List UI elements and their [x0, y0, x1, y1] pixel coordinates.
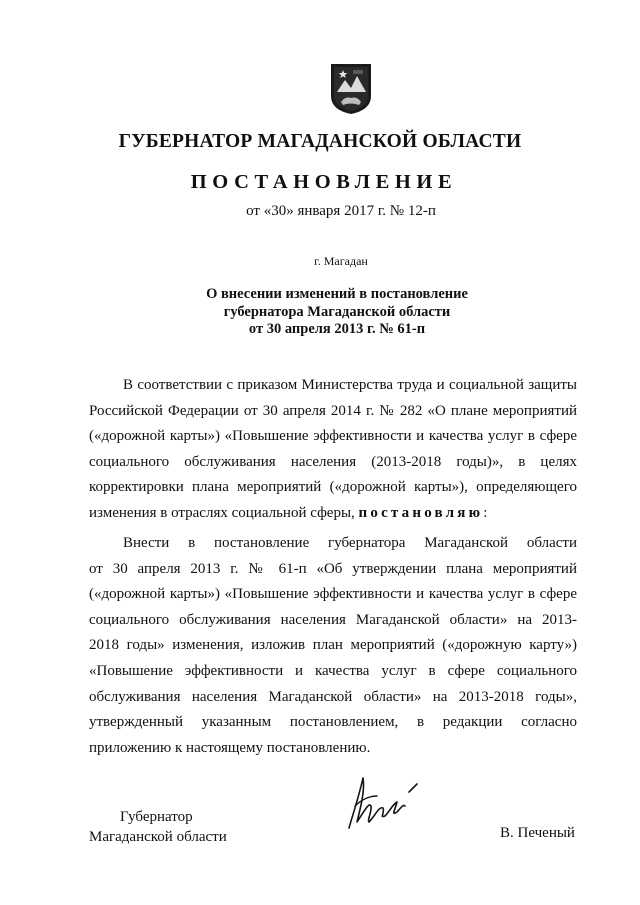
document-title [0, 286, 640, 339]
document-type: ПОСТАНОВЛЕНИЕ [190, 171, 458, 193]
paragraph-line: обслуживания населения Магаданской области» на 2013-2018 годы», [89, 688, 577, 705]
issuing-authority: ГУБЕРНАТОР МАГАДАНСКОЙ ОБЛАСТИ [118, 131, 522, 152]
paragraph-line: 2018 годы» изменения, изложив план мероприятий («дорожную карту») [89, 637, 577, 654]
title-line: от 30 апреля 2013 г. № 61-п [248, 321, 426, 337]
resolution-verb: постановляю [358, 504, 484, 521]
handwritten-signature-icon [339, 766, 429, 836]
paragraph-line: социального обслуживания населения Магаданской области» на 2013- [89, 611, 577, 628]
paragraph-line: утвержденный указанным постановлением, в редакции согласно [89, 714, 577, 731]
preamble-paragraph [89, 373, 577, 527]
signatory-name: В. Печеный [500, 825, 575, 841]
coat-of-arms-emblem-icon [329, 62, 373, 116]
operative-paragraph [89, 531, 577, 761]
paragraph-line: («дорожной карты») «Повышение эффективности и качества услуг в сфере [89, 586, 577, 603]
paragraph-line: социального обслуживания населения (2013-2018 годы)», в целях [89, 453, 577, 470]
paragraph-line: Российской Федерации от 30 апреля 2014 г. № 282 «О плане мероприятий [89, 402, 577, 419]
paragraph-line: («дорожной карты») «Повышение эффективности и качества услуг в сфере [89, 428, 577, 445]
paragraph-line: корректировки плана мероприятий («дорожной карты»), определяющего [89, 479, 577, 496]
paragraph-line: приложению к настоящему постановлению. [89, 739, 371, 756]
paragraph-line: от 30 апреля 2013 г. № 61-п «Об утверждении плана мероприятий [89, 560, 577, 577]
document-date-number: от «30» января 2017 г. № 12-п [246, 203, 436, 219]
signatory-position-line: Магаданской области [89, 829, 227, 845]
paragraph-line-final [89, 501, 577, 527]
signatory-position [89, 807, 227, 847]
signatory-position-line: Губернатор [120, 809, 193, 825]
paragraph-line-text: изменения в отраслях социальной сферы, [89, 504, 355, 521]
document-city: г. Магадан [314, 254, 368, 268]
title-line: О внесении изменений в постановление [206, 286, 468, 302]
paragraph-line: В соответствии с приказом Министерства труда и социальной защиты [123, 377, 577, 393]
title-line: губернатора Магаданской области [223, 303, 451, 320]
paragraph-line: Внести в постановление губернатора Магаданской области [123, 535, 577, 551]
paragraph-line: «Повышение эффективности и качества услуг в сфере социального [89, 662, 577, 679]
resolution-colon: : [483, 504, 488, 521]
